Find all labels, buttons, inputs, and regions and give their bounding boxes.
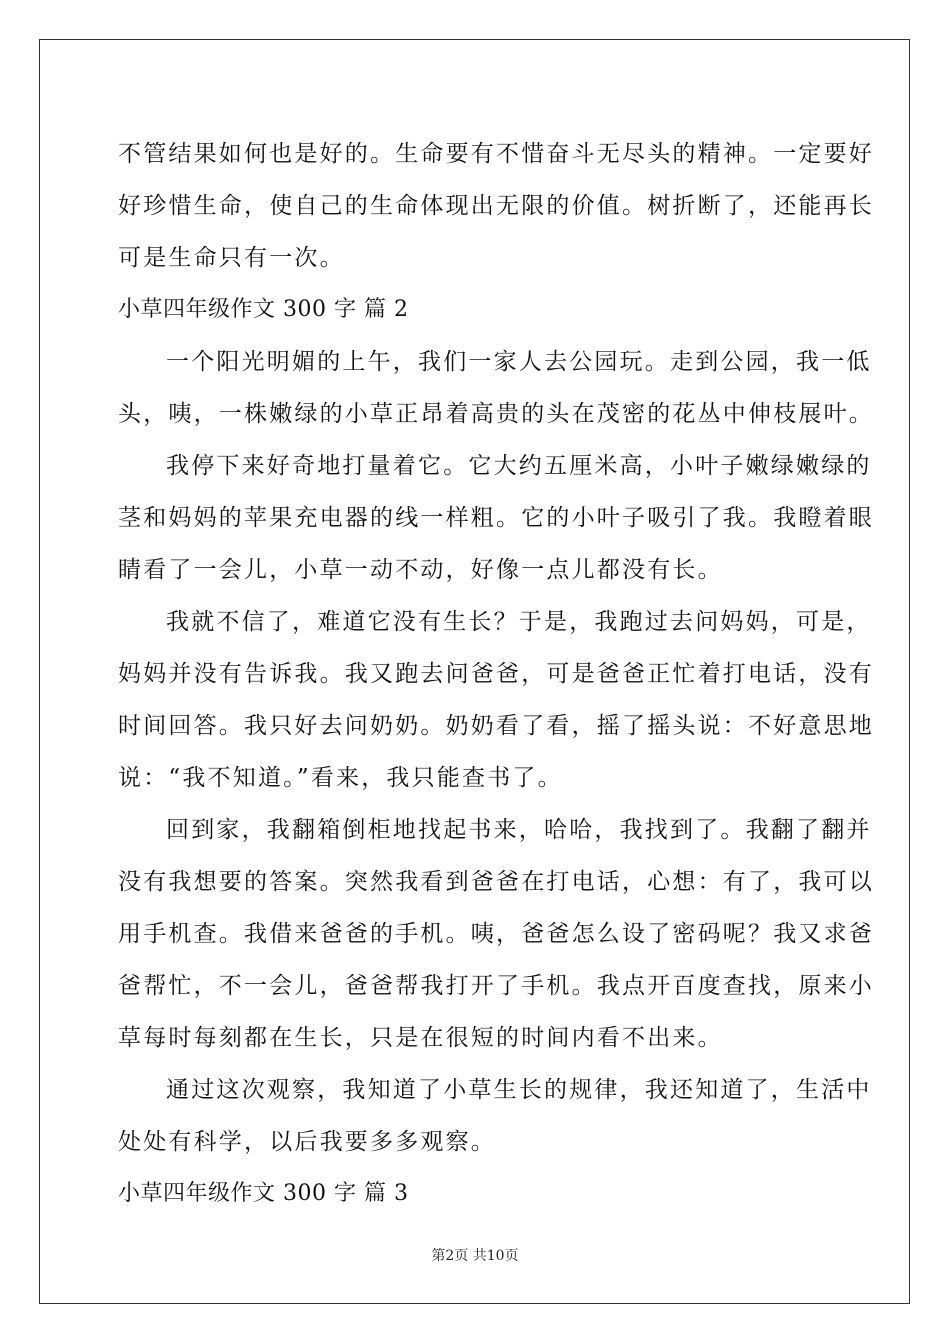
text-line: 茎和妈妈的苹果充电器的线一样粗。它的小叶子吸引了我。我瞪着眼: [118, 505, 874, 531]
paragraph-start: 回到家，我翻箱倒柜地找起书来，哈哈，我找到了。我翻了翻并: [166, 817, 872, 843]
text-line: 用手机查。我借来爸爸的手机。咦，爸爸怎么设了密码呢？我又求爸: [118, 921, 874, 947]
text-line: 头，咦，一株嫩绿的小草正昂着高贵的头在茂密的花丛中伸枝展叶。: [118, 401, 874, 427]
document-body: [118, 128, 874, 1220]
text-line: 妈妈并没有告诉我。我又跑去问爸爸，可是爸爸正忙着打电话，没有: [118, 661, 874, 687]
paragraph-start: 通过这次观察，我知道了小草生长的规律，我还知道了，生活中: [166, 1077, 872, 1103]
text-line: 可是生命只有一次。: [118, 245, 345, 271]
text-line: 时间回答。我只好去问奶奶。奶奶看了看，摇了摇头说：不好意思地: [118, 713, 874, 739]
page-footer: 第2页 共10页: [431, 1248, 519, 1264]
paragraph-start: 一个阳光明媚的上午，我们一家人去公园玩。走到公园，我一低: [166, 349, 872, 375]
text-line: 睛看了一会儿，小草一动不动，好像一点儿都没有长。: [118, 557, 723, 583]
section-heading: 小草四年级作文 300 字 篇 3: [118, 1181, 409, 1206]
text-line: 草每时每刻都在生长，只是在很短的时间内看不出来。: [118, 1025, 723, 1051]
paragraph-start: 我就不信了，难道它没有生长？于是，我跑过去问妈妈，可是，: [166, 609, 872, 635]
text-line: 说：“我不知道。”看来，我只能查书了。: [118, 765, 563, 791]
text-line: 好珍惜生命，使自己的生命体现出无限的价值。树折断了，还能再长: [118, 193, 874, 219]
text-line: 爸帮忙，不一会儿，爸爸帮我打开了手机。我点开百度查找，原来小: [118, 973, 874, 999]
text-line: 不管结果如何也是好的。生命要有不惜奋斗无尽头的精神。一定要好: [118, 141, 874, 167]
text-line: 没有我想要的答案。突然我看到爸爸在打电话，心想：有了，我可以: [118, 869, 874, 895]
section-heading: 小草四年级作文 300 字 篇 2: [118, 297, 409, 322]
text-line: 处处有科学，以后我要多多观察。: [118, 1129, 496, 1155]
paragraph-start: 我停下来好奇地打量着它。它大约五厘米高，小叶子嫩绿嫩绿的: [166, 453, 872, 479]
